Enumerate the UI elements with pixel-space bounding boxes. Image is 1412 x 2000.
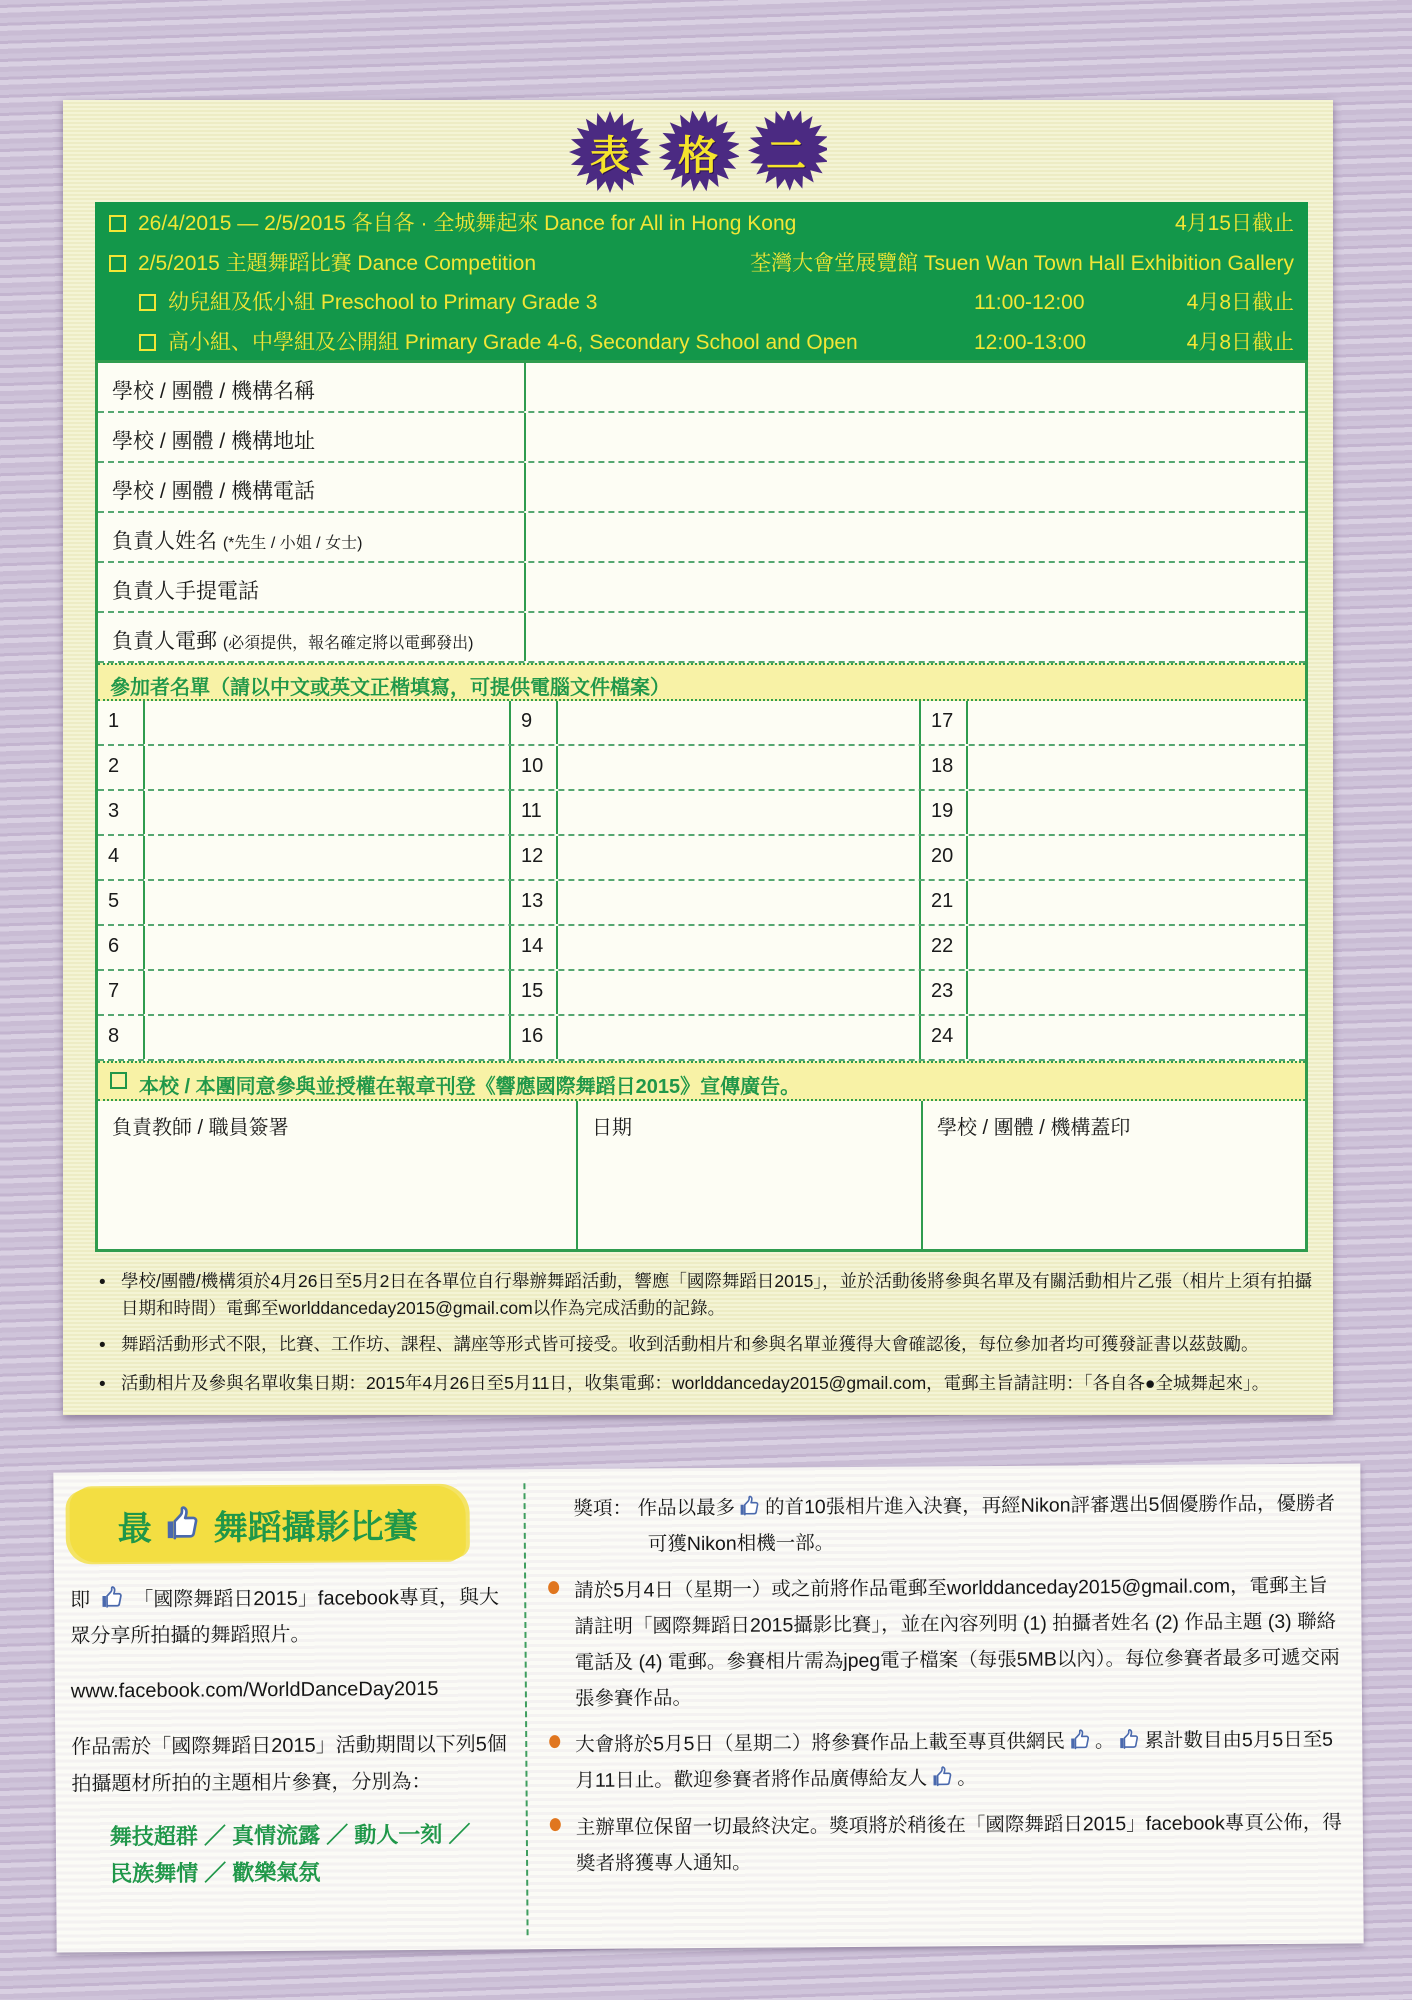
contact-email-field[interactable] (526, 613, 1305, 661)
checkbox-senior-group[interactable] (139, 334, 156, 351)
field-note: (必須提供，報名確定將以電郵發出) (222, 635, 474, 652)
participant-name-field[interactable] (968, 1016, 1305, 1059)
participant-name-field[interactable] (968, 701, 1305, 744)
participant-name-field[interactable] (145, 701, 511, 744)
checkbox-preschool-group[interactable] (139, 294, 156, 311)
form-row-contact-mobile (98, 563, 1305, 613)
themes-line: 民族舞情 ／ 歡樂氣氛 (110, 1860, 321, 1887)
contest-title-suffix: 舞蹈攝影比賽 (213, 1507, 418, 1547)
event-option-row (109, 291, 1294, 314)
bullet-spacer (547, 1491, 574, 1563)
participant-name-field[interactable] (145, 926, 511, 969)
consent-label: 本校 / 本團同意參與並授權在報章刊登《響應國際舞蹈日2015》宣傳廣告。 (139, 1076, 801, 1098)
org-name-field[interactable] (526, 363, 1305, 411)
participant-name-field[interactable] (145, 1016, 511, 1059)
themes-line: 舞技超群 ／ 真情流露 ／ 動人一刻 ／ (109, 1821, 471, 1850)
contest-left-column (69, 1485, 508, 1893)
time-slot-label: 11:00-12:00 (974, 291, 1085, 315)
form-row-org-address (98, 413, 1305, 463)
orange-bullet-icon (548, 1573, 575, 1717)
participant-number: 10 (511, 746, 558, 789)
participant-name-field[interactable] (968, 971, 1305, 1014)
participant-name-field[interactable] (558, 1016, 921, 1059)
contest-detail-item (547, 1486, 1343, 1564)
contest-title-prefix: 最 (117, 1509, 152, 1548)
participant-name-field[interactable] (145, 746, 511, 789)
field-label: 負責人姓名 (*先生 / 小姐 / 女士) (98, 513, 526, 561)
stamp-label: 學校 / 團體 / 機構蓋印 (937, 1117, 1131, 1139)
bullet-icon: • (99, 1373, 106, 1395)
contest-detail-item (548, 1568, 1345, 1718)
deadline-label: 4月15日截止 (1174, 212, 1294, 235)
form-row-org-name (98, 363, 1305, 413)
field-label: 學校 / 團體 / 機構地址 (98, 413, 526, 461)
contact-name-field[interactable] (526, 513, 1305, 561)
participant-row (98, 971, 1305, 1016)
event-option-row (109, 331, 1294, 354)
facebook-like-icon (930, 1766, 954, 1790)
participant-row (98, 836, 1305, 881)
facebook-like-icon (738, 1495, 762, 1519)
voting-text: 大會將於5月5日（星期二）將參賽作品上載至專頁供網民 。 累計數目由5月5日至5月11日止。歡迎參賽者將作品廣傳給友人 。 (575, 1729, 1334, 1793)
participant-row (98, 926, 1305, 971)
event-option-row (109, 212, 1294, 235)
field-label: 負責人手提電話 (98, 563, 526, 611)
date-cell[interactable] (578, 1101, 923, 1249)
participant-name-field[interactable] (558, 746, 921, 789)
participant-number: 24 (921, 1016, 968, 1059)
participant-number: 19 (921, 791, 968, 834)
time-slot-label: 12:00-13:00 (974, 330, 1087, 354)
orange-bullet-icon (550, 1809, 577, 1881)
participant-number: 18 (921, 746, 968, 789)
badge-starburst (569, 111, 651, 193)
field-label: 學校 / 團體 / 機構名稱 (98, 363, 526, 411)
field-label: 學校 / 團體 / 機構電話 (98, 463, 526, 511)
event-option-label: 26/4/2015 — 2/5/2015 各自各 · 全城舞起來 Dance for All in Hong Kong (138, 212, 797, 235)
deadline-label: 4月8日截止 (1186, 330, 1294, 354)
participant-number: 23 (921, 971, 968, 1014)
participant-name-field[interactable] (968, 791, 1305, 834)
footnote-item: • 舞蹈活動形式不限，比賽、工作坊、課程、講座等形式皆可接受。收到活動相片和參與名單並獲得大會確認後，每位參加者均可獲發証書以茲鼓勵。 (99, 1331, 1314, 1360)
badge-starburst (657, 111, 739, 193)
form-2-badge (63, 110, 1333, 194)
signature-label: 負責教師 / 職員簽署 (112, 1117, 289, 1139)
participant-name-field[interactable] (968, 746, 1305, 789)
contest-intro: 即 「國際舞蹈日2015」facebook專頁，與大眾分享所拍攝的舞蹈照片。 (70, 1586, 500, 1648)
bullet-icon: • (99, 1272, 106, 1293)
contact-mobile-field[interactable] (526, 563, 1305, 611)
participant-row (98, 701, 1305, 746)
participant-name-field[interactable] (558, 791, 921, 834)
final-decision-text: 主辦單位保留一切最終決定。獎項將於稍後在「國際舞蹈日2015」facebook專頁公佈，得獎者將獲專人通知。 (575, 1811, 1342, 1875)
contest-detail-item (549, 1722, 1345, 1800)
teacher-signature-cell[interactable] (98, 1101, 578, 1249)
participant-name-field[interactable] (968, 881, 1305, 924)
bullet-icon: • (99, 1335, 106, 1357)
org-address-field[interactable] (526, 413, 1305, 461)
form-table (95, 360, 1308, 1252)
participant-number: 22 (921, 926, 968, 969)
participant-number: 2 (98, 746, 145, 789)
participant-row (98, 746, 1305, 791)
participant-number: 5 (98, 881, 145, 924)
badge-starburst (745, 111, 827, 193)
org-phone-field[interactable] (526, 463, 1305, 511)
participant-name-field[interactable] (968, 836, 1305, 879)
participant-number: 11 (511, 791, 558, 834)
submission-text: 請於5月4日（星期一）或之前將作品電郵至worlddanceday2015@gmail.com，電郵主旨請註明「國際舞蹈日2015攝影比賽」，並在內容列明 (1) 拍攝者姓名 (2) 作品主題 (3) 聯絡電話及 (4) 電郵。參賽相片需為jpeg電子檔案（每張5MB以內）。每位參賽者最多可遞交兩張參賽作品。 (574, 1574, 1340, 1711)
participant-number: 12 (511, 836, 558, 879)
participant-name-field[interactable] (558, 926, 921, 969)
consent-row (98, 1061, 1305, 1101)
group-option-label: 幼兒組及低小組 Preschool to Primary Grade 3 (168, 291, 598, 315)
event-option-row (109, 252, 1294, 275)
field-label: 負責人電郵 (必須提供，報名確定將以電郵發出) (98, 613, 526, 661)
event-options-header (95, 202, 1308, 360)
contest-detail-item (550, 1804, 1346, 1882)
participant-number: 20 (921, 836, 968, 879)
participant-name-field[interactable] (145, 881, 511, 924)
participant-name-field[interactable] (145, 971, 511, 1014)
signature-row (98, 1101, 1305, 1249)
checkbox-consent[interactable] (110, 1072, 127, 1089)
participant-row (98, 1016, 1305, 1061)
orange-bullet-icon (549, 1727, 576, 1799)
participant-name-field[interactable] (558, 836, 921, 879)
form-row-contact-name (98, 513, 1305, 563)
facebook-like-icon (1117, 1728, 1141, 1752)
participant-number: 4 (98, 836, 145, 879)
participant-number: 6 (98, 926, 145, 969)
footnote-item: • 活動相片及參與名單收集日期：2015年4月26日至5月11日，收集電郵：worlddanceday2015@gmail.com，電郵主旨請註明：「各自各●全城舞起來」。 (99, 1370, 1314, 1399)
form-row-contact-email (98, 613, 1305, 663)
participant-number: 13 (511, 881, 558, 924)
participant-name-field[interactable] (558, 881, 921, 924)
group-option-label: 高小組、中學組及公開組 Primary Grade 4-6, Secondary School and Open (168, 330, 858, 354)
participant-number: 16 (511, 1016, 558, 1059)
participant-name-field[interactable] (558, 971, 921, 1014)
badge-char: 格 (678, 133, 718, 178)
badge-char: 二 (766, 133, 806, 178)
contest-rules-intro: 作品需於「國際舞蹈日2015」活動期間以下列5個拍攝題材所拍的主題相片參賽，分別為： (71, 1733, 507, 1796)
registration-form-card (63, 100, 1333, 1415)
badge-char: 表 (590, 133, 630, 178)
deadline-label: 4月8日截止 (1186, 291, 1294, 315)
photo-contest-panel (53, 1463, 1363, 1952)
photo-themes (110, 1815, 509, 1893)
participant-number: 1 (98, 701, 145, 744)
checkbox-dance-for-all[interactable] (109, 215, 126, 232)
date-label: 日期 (592, 1117, 632, 1139)
participant-number: 15 (511, 971, 558, 1014)
stamp-cell[interactable] (923, 1101, 1305, 1249)
participant-number: 9 (511, 701, 558, 744)
facebook-page-link[interactable]: www.facebook.com/WorldDanceDay2015 (70, 1677, 439, 1703)
participant-row (98, 791, 1305, 836)
event-option-label: 2/5/2015 主題舞蹈比賽 Dance Competition (138, 251, 537, 275)
participant-number: 17 (921, 701, 968, 744)
contest-right-column (547, 1486, 1346, 1892)
footnotes (99, 1268, 1314, 1408)
participant-name-field[interactable] (145, 836, 511, 879)
participant-number: 14 (511, 926, 558, 969)
facebook-like-icon (1068, 1729, 1092, 1753)
participant-row (98, 881, 1305, 926)
column-divider (523, 1483, 528, 1935)
facebook-like-icon (99, 1585, 125, 1611)
footnote-item: • 學校/團體/機構須於4月26日至5月2日在各單位自行舉辦舞蹈活動，響應「國際舞蹈日2015」，並於活動後將參與名單及有關活動相片乙張（相片上須有拍攝日期和時間）電郵至worlddanceday2015@gmail.com以作為完成活動的記錄。 (99, 1268, 1314, 1322)
checkbox-dance-competition[interactable] (109, 255, 126, 272)
participant-number: 8 (98, 1016, 145, 1059)
participant-name-field[interactable] (145, 791, 511, 834)
participant-number: 7 (98, 971, 145, 1014)
participant-name-field[interactable] (558, 701, 921, 744)
participant-number: 21 (921, 881, 968, 924)
facebook-like-icon (163, 1505, 203, 1545)
participant-name-field[interactable] (968, 926, 1305, 969)
field-note: (*先生 / 小姐 / 女士) (222, 535, 363, 552)
venue-label: 荃灣大會堂展覽館 Tsuen Wan Town Hall Exhibition Gallery (750, 251, 1294, 275)
contest-title-banner (69, 1486, 466, 1563)
participants-header: 參加者名單（請以中文或英文正楷填寫，可提供電腦文件檔案） (98, 663, 1305, 701)
prize-text: 獎項： 作品以最多 的首10張相片進入決賽，再經Nikon評審選出5個優勝作品，優勝者可獲Nikon相機一部。 (573, 1492, 1335, 1556)
form-row-org-phone (98, 463, 1305, 513)
participant-number: 3 (98, 791, 145, 834)
